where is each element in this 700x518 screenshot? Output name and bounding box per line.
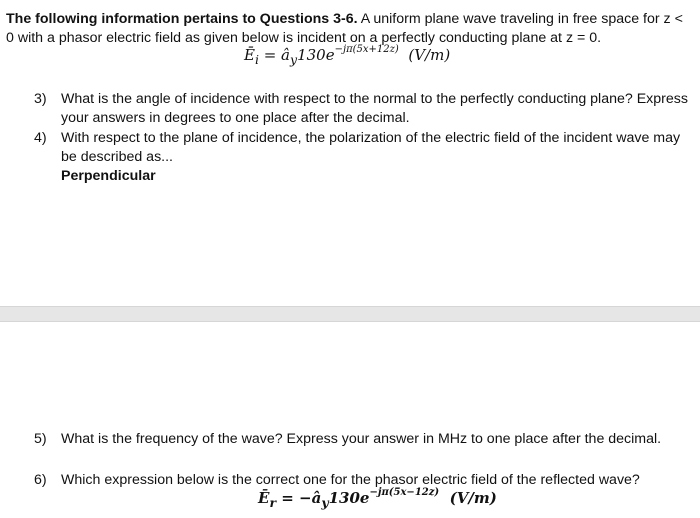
eq-lhs-subscript: i [254,52,259,67]
section-divider [0,306,700,322]
eq-amplitude: 130e [328,489,370,507]
eq-lhs-subscript: r [269,495,277,510]
question-text: Which expression below is the correct one for the phasor electric field of the reflected wave? [61,472,640,488]
question-text: With respect to the plane of incidence, the polarization of the electric field of the incident wave may be described as... [61,130,681,165]
question-6 [34,471,694,490]
intro-text: A uniform plane wave traveling in free space for z < 0 with a phasor electric field as given below is incident on a perfectly conducting plane at z = 0. [6,11,683,46]
question-3 [34,90,694,128]
eq-lhs: Ē [244,46,255,64]
question-number: 4) [34,130,47,146]
incident-field-equation [244,46,450,67]
intro-bold-lead: The following information pertains to Questions 3-6. [6,11,358,27]
eq-exponent: −jπ(5x−12z) [369,487,440,498]
eq-amplitude: 130e [297,46,335,64]
eq-unit: (V/m) [449,489,497,507]
question-number: 6) [34,472,47,488]
question-4 [34,129,694,186]
question-text: What is the angle of incidence with respect to the normal to the perfectly conducting plane? Express your answers in degrees to one place after the decimal. [61,91,688,126]
eq-vector-subscript: y [290,52,298,67]
eq-vector-subscript: y [321,495,329,510]
eq-unit: (V/m) [408,46,451,64]
eq-unit-vector: = â [258,46,291,64]
question-number: 5) [34,431,47,447]
reflected-field-equation [258,489,497,510]
eq-unit-vector: = −â [276,489,322,507]
question-text: What is the frequency of the wave? Express your answer in MHz to one place after the decimal. [61,431,662,447]
question-number: 3) [34,91,47,107]
question-5 [34,430,694,449]
eq-lhs: Ē [258,489,270,507]
intro-paragraph [6,10,694,48]
question-answer: Perpendicular [61,168,156,184]
eq-exponent: −jπ(5x+12z) [334,44,399,55]
